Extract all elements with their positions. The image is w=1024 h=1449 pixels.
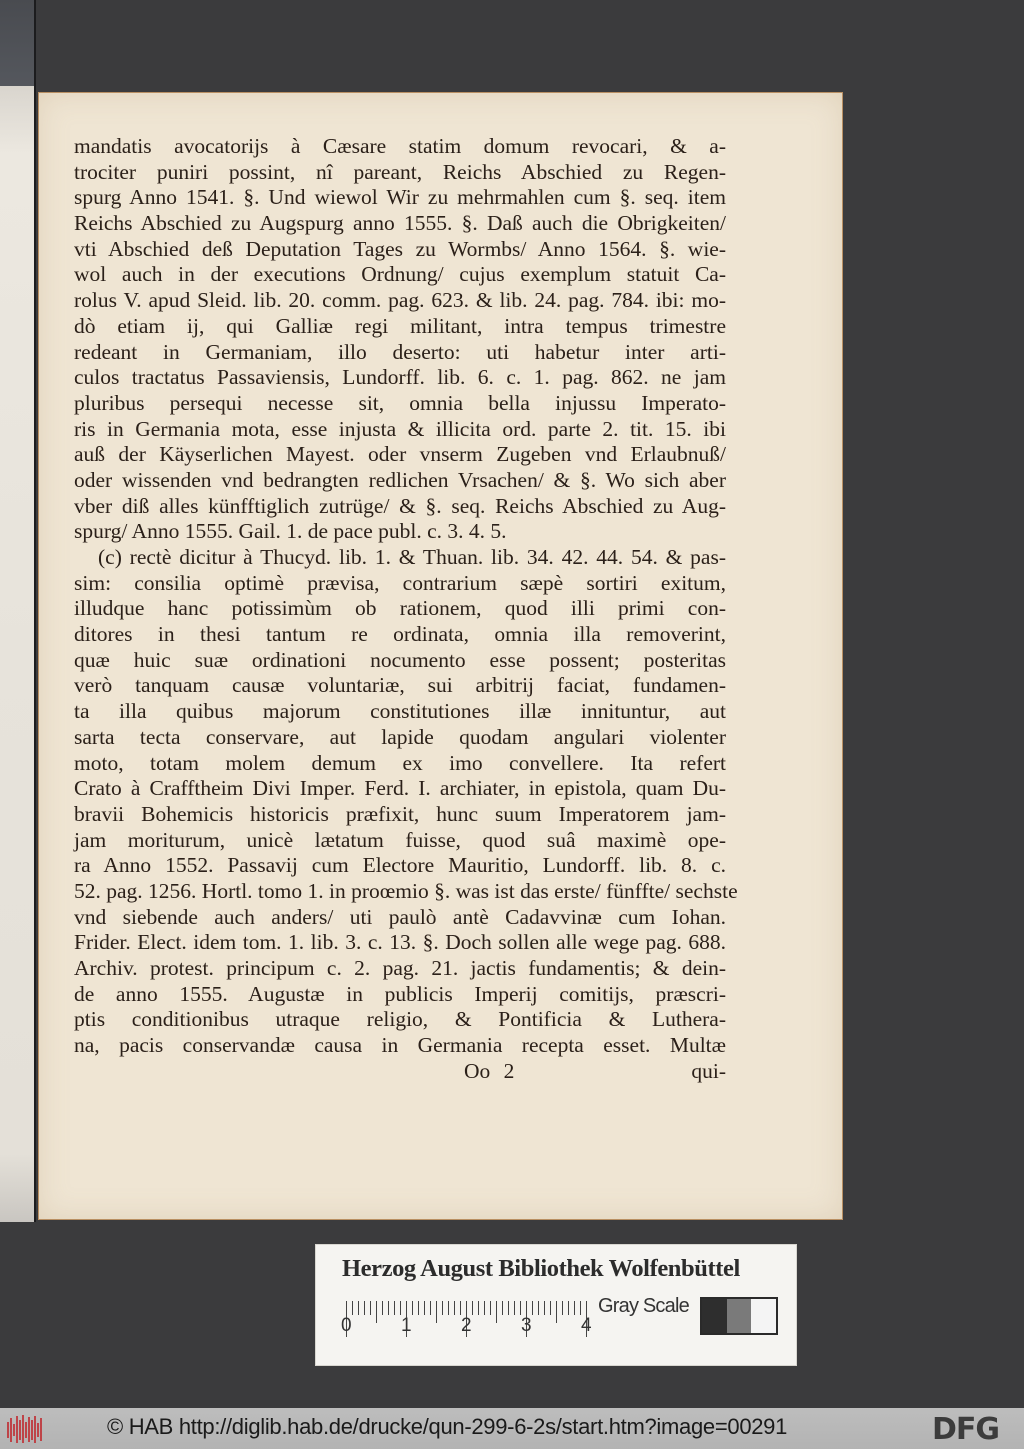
gray-scale-label: Gray Scale (598, 1295, 689, 1317)
ruler-number: 1 (401, 1315, 412, 1336)
book-page (38, 92, 843, 1220)
ruler-tick (580, 1301, 581, 1315)
text-line: Reichs Abschied zu Augspurg anno 1555. §. Daß auch die Obrigkeiten/ (74, 211, 726, 236)
text-line: spurg/ Anno 1555. Gail. 1. de pace publ. c. 3. 4. 5. (74, 519, 507, 544)
source-url[interactable]: © HAB http://diglib.hab.de/drucke/qun-299-6-2s/start.htm?image=00291 (107, 1414, 788, 1439)
ruler-tick (388, 1301, 389, 1315)
text-line: verò tanquam causæ voluntariæ, sui arbitrij faciat, fundamen- (74, 673, 726, 698)
ruler-tick (490, 1301, 491, 1315)
footer-bar (0, 1408, 1024, 1449)
adjacent-page-edge (0, 86, 36, 1222)
text-line: auß der Käyserlichen Mayest. oder vnserm Zugeben vnd Erlaubnuß/ (74, 442, 726, 467)
text-line: mandatis avocatorijs à Cæsare statim domum revocari, & a- (74, 134, 726, 158)
ruler-tick (544, 1301, 545, 1315)
text-line: sarta tecta conservare, aut lapide quodam angulari violenter (74, 724, 726, 749)
ruler-tick (400, 1301, 401, 1315)
ruler-tick (424, 1301, 425, 1315)
text-line: vnd siebende auch anders/ uti paulò antè Cadavvinæ cum Iohan. (74, 904, 726, 929)
gray-swatch-mid (727, 1299, 752, 1333)
ruler-tick (496, 1301, 497, 1323)
text-line: bravii Bohemicis historicis præfixit, hunc suum Imperatorem jam- (74, 801, 726, 826)
dfg-logo: DFG (932, 1412, 1000, 1447)
text-line: wol auch in der executions Ordnung/ cujus exemplum statuit Ca- (74, 262, 726, 287)
text-line: de anno 1555. Augustæ in publicis Imperij comitijs, præscri- (74, 981, 726, 1006)
ruler-tick (364, 1301, 365, 1315)
text-line: ta illa quibus majorum constitutiones illæ innituntur, aut (74, 699, 726, 724)
text-line: ra Anno 1552. Passavij cum Electore Mauritio, Lundorff. lib. 8. c. (74, 853, 726, 878)
gray-swatch-dark (702, 1299, 727, 1333)
text-line: quæ huic suæ ordinationi nocumento esse possent; posteritas (74, 647, 726, 672)
ruler-tick (442, 1301, 443, 1315)
catchword: qui- (691, 1058, 726, 1083)
signature-line (74, 1059, 726, 1085)
text-line: trociter puniri possint, nî pareant, Reichs Abschied zu Regen- (74, 159, 726, 184)
ruler-tick (514, 1301, 515, 1315)
ruler-tick (454, 1301, 455, 1315)
ruler-tick (550, 1301, 551, 1315)
color-calibration-card (315, 1244, 797, 1366)
text-line: ptis conditionibus utraque religio, & Pontificia & Luthera- (74, 1007, 726, 1032)
text-line: dò etiam ij, qui Galliæ regi militant, intra tempus trimestre (74, 313, 726, 338)
text-line: rolus V. apud Sleid. lib. 20. comm. pag. 623. & lib. 24. pag. 784. ibi: mo- (74, 288, 726, 313)
ruler-tick (358, 1301, 359, 1315)
text-line: ris in Germania mota, esse injusta & illicita ord. parte 2. tit. 15. ibi (74, 416, 726, 441)
left-sheet-shadow (0, 0, 36, 90)
ruler-tick (412, 1301, 413, 1315)
ruler-tick (520, 1301, 521, 1315)
ruler-tick (532, 1301, 533, 1315)
gray-swatch-light (751, 1299, 776, 1333)
ruler-tick (478, 1301, 479, 1315)
ruler-tick (502, 1301, 503, 1315)
ruler-tick (460, 1301, 461, 1315)
text-line: 52. pag. 1256. Hortl. tomo 1. in proœmio §. was ist das erste/ fünffte/ sechste (74, 878, 738, 903)
ruler-tick (382, 1301, 383, 1315)
text-line: ditores in thesi tantum re ordinata, omnia illa removerint, (74, 622, 726, 647)
ruler-tick (352, 1301, 353, 1315)
ruler-tick (376, 1301, 377, 1323)
text-line: oder wissenden vnd bedrangten redlichen Vrsachen/ & §. Wo sich aber (74, 467, 726, 492)
page-text (74, 134, 738, 1084)
footnote-c-start: (c) rectè dicitur à Thucyd. lib. 1. & Thuan. lib. 34. 42. 44. 54. & pas- (98, 545, 726, 569)
ruler-number: 4 (581, 1315, 592, 1336)
text-line: jam moriturum, unicè lætatum fuisse, quod suâ maximè ope- (74, 827, 726, 852)
text-line: redeant in Germaniam, illo deserto: uti habetur inter arti- (74, 339, 726, 364)
library-name: Herzog August Bibliothek Wolfenbüttel (342, 1255, 740, 1282)
ruler-tick (472, 1301, 473, 1315)
text-line: moto, totam molem demum ex imo convellere. Ita refert (74, 750, 726, 775)
text-line: Archiv. protest. principum c. 2. pag. 21. jactis fundamentis; & dein- (74, 956, 726, 980)
text-line: pluribus persequi necesse sit, omnia bella injussu Imperato- (74, 390, 726, 415)
ruler-tick (574, 1301, 575, 1315)
text-line: Crato à Crafftheim Divi Imper. Ferd. I. archiater, in epistola, quam Du- (74, 776, 726, 801)
signature-mark: Oo 2 (464, 1058, 515, 1083)
text-line: illudque hanc potissimùm ob rationem, quod illi primi con- (74, 596, 726, 621)
text-line: Frider. Elect. idem tom. 1. lib. 3. c. 13. §. Doch sollen alle wege pag. 688. (74, 930, 726, 955)
text-line: culos tractatus Passaviensis, Lundorff. lib. 6. c. 1. pag. 862. ne jam (74, 365, 726, 390)
ruler-number: 3 (521, 1315, 532, 1336)
ruler-tick (568, 1301, 569, 1315)
ruler-tick (448, 1301, 449, 1315)
text-line: vti Abschied deß Deputation Tages zu Wormbs/ Anno 1564. §. wie- (74, 236, 726, 261)
text-line: spurg Anno 1541. §. Und wiewol Wir zu mehrmahlen cum §. seq. item (74, 185, 726, 210)
ruler-tick (436, 1301, 437, 1323)
hab-logo-icon (6, 1414, 46, 1444)
ruler-tick (430, 1301, 431, 1315)
ruler-tick (484, 1301, 485, 1315)
ruler-number: 0 (341, 1315, 352, 1336)
text-line: sim: consilia optimè prævisa, contrarium sæpè sortiri exitum, (74, 570, 726, 595)
ruler-tick (538, 1301, 539, 1315)
ruler-tick (394, 1301, 395, 1315)
ruler-tick (562, 1301, 563, 1315)
ruler-tick (508, 1301, 509, 1315)
text-line: vber diß alles künfftiglich zutrüge/ & §. seq. Reichs Abschied zu Aug- (74, 493, 726, 518)
ruler-tick (370, 1301, 371, 1315)
ruler-tick (418, 1301, 419, 1315)
gray-scale-swatches (700, 1297, 778, 1335)
text-line: na, pacis conservandæ causa in Germania recepta esset. Multæ (74, 1033, 726, 1058)
ruler-number: 2 (461, 1315, 472, 1336)
ruler-tick (556, 1301, 557, 1323)
